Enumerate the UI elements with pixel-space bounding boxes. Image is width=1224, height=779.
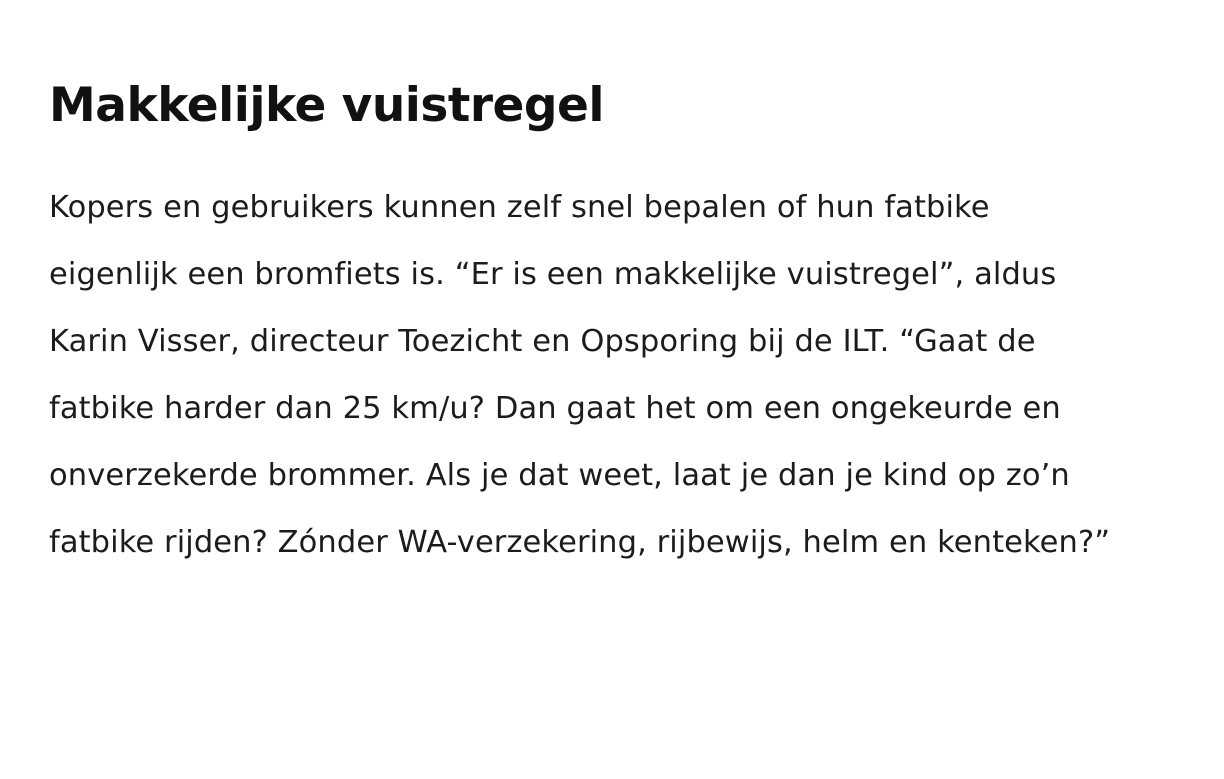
page-title: Makkelijke vuistregel	[49, 78, 605, 133]
article-paragraph: Kopers en gebruikers kunnen zelf snel bepalen of hun fatbike eigenlijk een bromfiets is. “Er is een makkelijke vuistregel”, aldus Karin Visser, directeur Toezicht en Opsporing bij de ILT. “Gaat de fatbike harder dan 25 km/u? Dan gaat het om een ongekeurde en onverzekerde brommer. Als je dat weet, laat je dan je kind op zo’n fatbike rijden? Zónder WA-verzekering, rijbewijs, helm en kenteken?”	[49, 190, 1111, 561]
